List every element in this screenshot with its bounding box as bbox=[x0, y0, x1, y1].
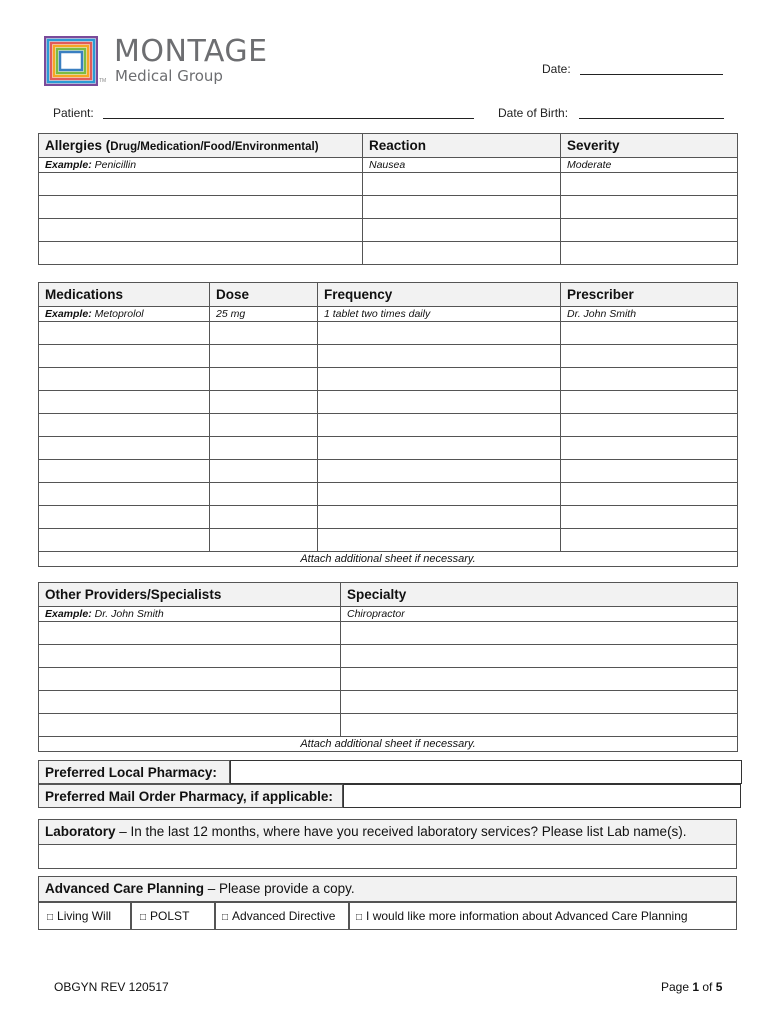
table-row bbox=[39, 242, 738, 265]
table-row bbox=[39, 691, 738, 714]
allergies-header: Allergies (Drug/Medication/Food/Environmental) bbox=[39, 134, 363, 158]
patient-field[interactable] bbox=[103, 118, 474, 119]
reaction-cell[interactable] bbox=[363, 196, 561, 219]
living-will-checkbox[interactable]: □ Living Will bbox=[38, 902, 131, 930]
allergy-cell[interactable] bbox=[39, 242, 363, 265]
frequency-cell[interactable] bbox=[318, 483, 561, 506]
reaction-cell[interactable] bbox=[363, 173, 561, 196]
medication-cell[interactable] bbox=[39, 506, 210, 529]
table-row bbox=[39, 529, 738, 552]
frequency-cell[interactable] bbox=[318, 391, 561, 414]
table-row bbox=[39, 483, 738, 506]
table-row bbox=[39, 391, 738, 414]
dob-label: Date of Birth: bbox=[498, 106, 569, 120]
specialty-cell[interactable] bbox=[341, 622, 738, 645]
dose-cell[interactable] bbox=[210, 322, 318, 345]
page-number: Page 1 of 5 bbox=[661, 980, 723, 994]
date-label: Date: bbox=[542, 62, 571, 76]
attach-note-row bbox=[39, 737, 738, 752]
table-row bbox=[39, 645, 738, 668]
example-medication: Example: Metoprolol bbox=[39, 307, 210, 322]
prescriber-cell[interactable] bbox=[561, 460, 738, 483]
allergy-cell[interactable] bbox=[39, 173, 363, 196]
severity-cell[interactable] bbox=[561, 242, 738, 265]
example-row bbox=[39, 307, 738, 322]
dose-cell[interactable] bbox=[210, 368, 318, 391]
checkbox-icon: □ bbox=[222, 912, 229, 923]
reaction-header: Reaction bbox=[363, 134, 561, 158]
medication-cell[interactable] bbox=[39, 391, 210, 414]
dose-cell[interactable] bbox=[210, 529, 318, 552]
brand-tm: TM bbox=[99, 78, 107, 84]
table-header-row bbox=[39, 134, 738, 158]
attach-note: Attach additional sheet if necessary. bbox=[39, 737, 738, 752]
dose-cell[interactable] bbox=[210, 391, 318, 414]
dose-cell[interactable] bbox=[210, 483, 318, 506]
local-pharmacy-label: Preferred Local Pharmacy: bbox=[38, 760, 230, 784]
polst-checkbox[interactable]: □ POLST bbox=[131, 902, 215, 930]
example-prescriber: Dr. John Smith bbox=[561, 307, 738, 322]
dose-cell[interactable] bbox=[210, 437, 318, 460]
prescriber-cell[interactable] bbox=[561, 529, 738, 552]
dob-field[interactable] bbox=[579, 118, 724, 119]
reaction-cell[interactable] bbox=[363, 242, 561, 265]
table-row bbox=[39, 345, 738, 368]
prescriber-cell[interactable] bbox=[561, 437, 738, 460]
example-row bbox=[39, 158, 738, 173]
frequency-cell[interactable] bbox=[318, 345, 561, 368]
example-frequency: 1 tablet two times daily bbox=[318, 307, 561, 322]
example-allergy: Example: Penicillin bbox=[39, 158, 363, 173]
local-pharmacy-field[interactable] bbox=[230, 760, 742, 784]
frequency-header: Frequency bbox=[318, 283, 561, 307]
more-info-checkbox[interactable]: □ I would like more information about Advanced Care Planning bbox=[349, 902, 737, 930]
table-row bbox=[39, 714, 738, 737]
frequency-cell[interactable] bbox=[318, 506, 561, 529]
medication-cell[interactable] bbox=[39, 414, 210, 437]
table-row bbox=[39, 368, 738, 391]
frequency-cell[interactable] bbox=[318, 437, 561, 460]
patient-label: Patient: bbox=[53, 106, 94, 120]
prescriber-cell[interactable] bbox=[561, 345, 738, 368]
frequency-cell[interactable] bbox=[318, 322, 561, 345]
prescriber-cell[interactable] bbox=[561, 368, 738, 391]
table-header-row bbox=[39, 583, 738, 607]
dose-header: Dose bbox=[210, 283, 318, 307]
example-specialty: Chiropractor bbox=[341, 607, 738, 622]
medication-cell[interactable] bbox=[39, 483, 210, 506]
date-field[interactable] bbox=[580, 74, 723, 75]
medication-cell[interactable] bbox=[39, 460, 210, 483]
medication-cell[interactable] bbox=[39, 322, 210, 345]
provider-cell[interactable] bbox=[39, 645, 341, 668]
specialty-header: Specialty bbox=[341, 583, 738, 607]
attach-note-row bbox=[39, 552, 738, 567]
example-row bbox=[39, 607, 738, 622]
table-row bbox=[39, 437, 738, 460]
providers-table bbox=[38, 582, 738, 752]
severity-cell[interactable] bbox=[561, 173, 738, 196]
mail-pharmacy-field[interactable] bbox=[343, 784, 741, 808]
laboratory-field[interactable] bbox=[38, 845, 737, 869]
medications-table bbox=[38, 282, 738, 567]
example-provider: Example: Dr. John Smith bbox=[39, 607, 341, 622]
checkbox-icon: □ bbox=[356, 912, 363, 923]
brand-subtitle: Medical Group bbox=[115, 67, 223, 85]
table-row bbox=[39, 219, 738, 242]
table-header-row bbox=[39, 283, 738, 307]
table-row bbox=[39, 668, 738, 691]
allergy-cell[interactable] bbox=[39, 219, 363, 242]
dose-cell[interactable] bbox=[210, 506, 318, 529]
prescriber-header: Prescriber bbox=[561, 283, 738, 307]
table-row bbox=[39, 196, 738, 219]
prescriber-cell[interactable] bbox=[561, 322, 738, 345]
prescriber-cell[interactable] bbox=[561, 414, 738, 437]
form-code: OBGYN REV 120517 bbox=[54, 980, 169, 994]
prescriber-cell[interactable] bbox=[561, 391, 738, 414]
dose-cell[interactable] bbox=[210, 345, 318, 368]
medication-cell[interactable] bbox=[39, 529, 210, 552]
prescriber-cell[interactable] bbox=[561, 483, 738, 506]
frequency-cell[interactable] bbox=[318, 460, 561, 483]
dose-cell[interactable] bbox=[210, 414, 318, 437]
allergies-table bbox=[38, 133, 738, 265]
reaction-cell[interactable] bbox=[363, 219, 561, 242]
laboratory-header: Laboratory – In the last 12 months, where have you received laboratory services? Please list Lab name(s). bbox=[38, 819, 737, 845]
frequency-cell[interactable] bbox=[318, 368, 561, 391]
medication-cell[interactable] bbox=[39, 437, 210, 460]
montage-logo-icon bbox=[44, 36, 98, 86]
checkbox-icon: □ bbox=[47, 912, 54, 923]
specialty-cell[interactable] bbox=[341, 668, 738, 691]
severity-cell[interactable] bbox=[561, 219, 738, 242]
medications-header: Medications bbox=[39, 283, 210, 307]
provider-cell[interactable] bbox=[39, 668, 341, 691]
checkbox-icon: □ bbox=[140, 912, 147, 923]
table-row bbox=[39, 622, 738, 645]
medication-cell[interactable] bbox=[39, 345, 210, 368]
example-dose: 25 mg bbox=[210, 307, 318, 322]
table-row bbox=[39, 322, 738, 345]
severity-header: Severity bbox=[561, 134, 738, 158]
specialty-cell[interactable] bbox=[341, 645, 738, 668]
brand-name: MONTAGE bbox=[114, 34, 268, 69]
medication-cell[interactable] bbox=[39, 368, 210, 391]
providers-header: Other Providers/Specialists bbox=[39, 583, 341, 607]
severity-cell[interactable] bbox=[561, 196, 738, 219]
table-row bbox=[39, 414, 738, 437]
prescriber-cell[interactable] bbox=[561, 506, 738, 529]
attach-note: Attach additional sheet if necessary. bbox=[39, 552, 738, 567]
provider-cell[interactable] bbox=[39, 622, 341, 645]
mail-pharmacy-label: Preferred Mail Order Pharmacy, if applicable: bbox=[38, 784, 343, 808]
acp-header: Advanced Care Planning – Please provide a copy. bbox=[38, 876, 737, 902]
frequency-cell[interactable] bbox=[318, 414, 561, 437]
dose-cell[interactable] bbox=[210, 460, 318, 483]
table-row bbox=[39, 506, 738, 529]
table-row bbox=[39, 173, 738, 196]
provider-cell[interactable] bbox=[39, 714, 341, 737]
frequency-cell[interactable] bbox=[318, 529, 561, 552]
allergy-cell[interactable] bbox=[39, 196, 363, 219]
table-row bbox=[39, 460, 738, 483]
example-reaction: Nausea bbox=[363, 158, 561, 173]
specialty-cell[interactable] bbox=[341, 691, 738, 714]
advanced-directive-checkbox[interactable]: □ Advanced Directive bbox=[215, 902, 349, 930]
example-severity: Moderate bbox=[561, 158, 738, 173]
provider-cell[interactable] bbox=[39, 691, 341, 714]
specialty-cell[interactable] bbox=[341, 714, 738, 737]
